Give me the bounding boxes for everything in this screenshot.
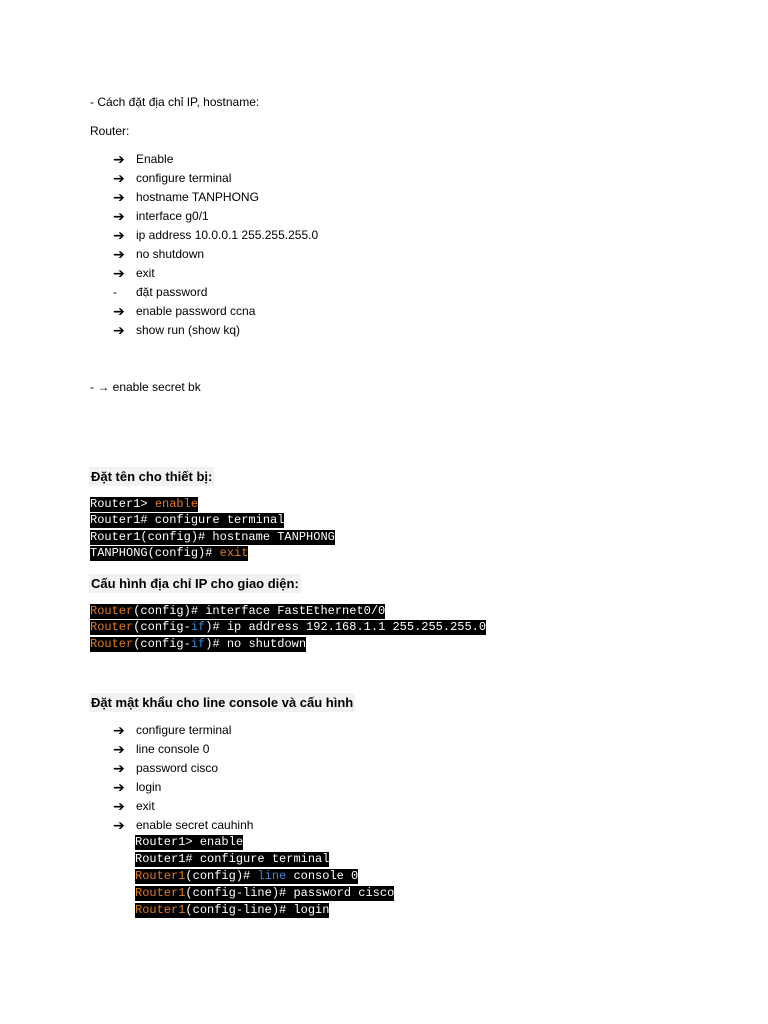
list-item bbox=[113, 245, 204, 264]
list-item-text: exit bbox=[136, 266, 155, 280]
arrow-icon: ➔ bbox=[113, 265, 125, 281]
arrow-icon: ➔ bbox=[113, 741, 125, 757]
list-item-text: hostname TANPHONG bbox=[136, 190, 259, 204]
code-segment: Router1> bbox=[90, 497, 155, 511]
heading-interface-ip: Cấu hình địa chỉ IP cho giao diện: bbox=[91, 576, 299, 591]
code-line bbox=[90, 604, 385, 619]
code-segment: console 0 bbox=[286, 869, 359, 883]
list-item bbox=[113, 740, 209, 759]
code-segment: (config-line) bbox=[185, 903, 280, 917]
arrow-icon: ➔ bbox=[113, 817, 125, 833]
list-item-text: configure terminal bbox=[136, 723, 232, 737]
router-label: Router: bbox=[90, 124, 130, 138]
list-item-text: enable secret cauhinh bbox=[136, 818, 254, 832]
code-segment: (config- bbox=[133, 636, 191, 651]
code-segment: ) bbox=[205, 636, 213, 651]
list-item bbox=[113, 759, 218, 778]
list-item-text: no shutdown bbox=[136, 247, 205, 261]
code-segment: (config-line) bbox=[185, 886, 280, 900]
code-segment: Router1 bbox=[135, 886, 186, 900]
list-item bbox=[113, 778, 161, 797]
code-line bbox=[90, 546, 248, 561]
code-segment: ) bbox=[205, 620, 213, 635]
code-segment: Router bbox=[90, 604, 134, 618]
code-segment: Router1(config)# hostname TANPHONG bbox=[90, 529, 335, 544]
list-item-text: ip address 10.0.0.1 255.255.255.0 bbox=[136, 228, 319, 242]
code-segment: Router1# configure terminal bbox=[90, 513, 285, 528]
arrow-icon: ➔ bbox=[113, 227, 125, 243]
code-segment: exit bbox=[219, 545, 249, 560]
list-item bbox=[113, 302, 255, 321]
code-line bbox=[90, 620, 486, 635]
arrow-icon: ➔ bbox=[113, 798, 125, 814]
code-segment: (config) bbox=[133, 604, 191, 618]
list-item-text: đặt password bbox=[136, 285, 208, 299]
list-item bbox=[113, 797, 155, 816]
code-segment: (config) bbox=[185, 869, 244, 883]
section1-title: - Cách đặt địa chỉ IP, hostname: bbox=[90, 95, 260, 109]
dash-bullet: - bbox=[113, 285, 117, 299]
arrow-icon: ➔ bbox=[113, 246, 125, 262]
code-segment: Router1> enable bbox=[135, 835, 244, 849]
arrow-icon: ➔ bbox=[113, 170, 125, 186]
list-item-text: login bbox=[136, 780, 162, 794]
arrow-icon: ➔ bbox=[113, 722, 125, 738]
arrow-icon: ➔ bbox=[113, 208, 125, 224]
code-segment: enable bbox=[154, 497, 199, 511]
list-item-text: show run (show kq) bbox=[136, 323, 241, 337]
code-line bbox=[135, 835, 243, 850]
list-item bbox=[113, 188, 259, 207]
code-segment: # password cisco bbox=[279, 886, 395, 900]
heading-device-name: Đặt tên cho thiết bị: bbox=[91, 469, 213, 484]
list-item bbox=[113, 264, 155, 283]
list-item bbox=[113, 283, 207, 302]
code-line bbox=[90, 513, 284, 528]
code-segment: Router1 bbox=[135, 869, 186, 883]
code-line bbox=[135, 852, 329, 867]
code-line bbox=[135, 869, 358, 884]
list-item-text: configure terminal bbox=[136, 171, 232, 185]
code-segment: Router1 bbox=[135, 903, 186, 917]
arrow-icon: ➔ bbox=[113, 303, 125, 319]
code-segment: Router bbox=[90, 636, 134, 651]
secret-line: - → enable secret bk bbox=[90, 380, 201, 394]
list-item-text: interface g0/1 bbox=[136, 209, 209, 223]
code-segment: # ip address 192.168.1.1 255.255.255.0 bbox=[212, 620, 487, 635]
list-item bbox=[113, 169, 231, 188]
list-item-text: password cisco bbox=[136, 761, 219, 775]
code-line bbox=[90, 497, 198, 512]
code-segment: TANPHONG(config)# bbox=[90, 545, 220, 560]
list-item bbox=[113, 207, 209, 226]
code-line bbox=[135, 903, 329, 918]
arrow-icon: ➔ bbox=[113, 189, 125, 205]
arrow-icon: ➔ bbox=[113, 760, 125, 776]
list-item bbox=[113, 816, 253, 835]
list-item bbox=[113, 150, 173, 169]
code-segment: # interface FastEthernet0/0 bbox=[190, 604, 386, 618]
list-item-text: line console 0 bbox=[136, 742, 210, 756]
code-segment: line bbox=[257, 869, 287, 883]
code-line bbox=[90, 530, 335, 545]
code-line bbox=[135, 886, 394, 901]
code-segment: # configure terminal bbox=[185, 852, 330, 866]
code-segment: if bbox=[190, 636, 206, 651]
code-segment: if bbox=[190, 620, 206, 635]
arrow-icon: ➔ bbox=[113, 322, 125, 338]
list-item bbox=[113, 321, 240, 340]
list-item bbox=[113, 721, 231, 740]
code-segment: # no shutdown bbox=[212, 636, 307, 651]
code-segment: (config- bbox=[133, 620, 191, 635]
code-segment: Router1 bbox=[135, 852, 186, 866]
list-item-text: Enable bbox=[136, 152, 174, 166]
code-line bbox=[90, 637, 306, 652]
arrow-icon: ➔ bbox=[113, 779, 125, 795]
list-item bbox=[113, 226, 318, 245]
code-segment: # login bbox=[279, 903, 330, 917]
list-item-text: enable password ccna bbox=[136, 304, 256, 318]
list-item-text: exit bbox=[136, 799, 155, 813]
arrow-icon: ➔ bbox=[113, 151, 125, 167]
code-segment: # bbox=[243, 869, 258, 883]
heading-console-password: Đặt mật khẩu cho line console và cấu hình bbox=[91, 695, 354, 710]
code-segment: Router bbox=[90, 620, 134, 635]
